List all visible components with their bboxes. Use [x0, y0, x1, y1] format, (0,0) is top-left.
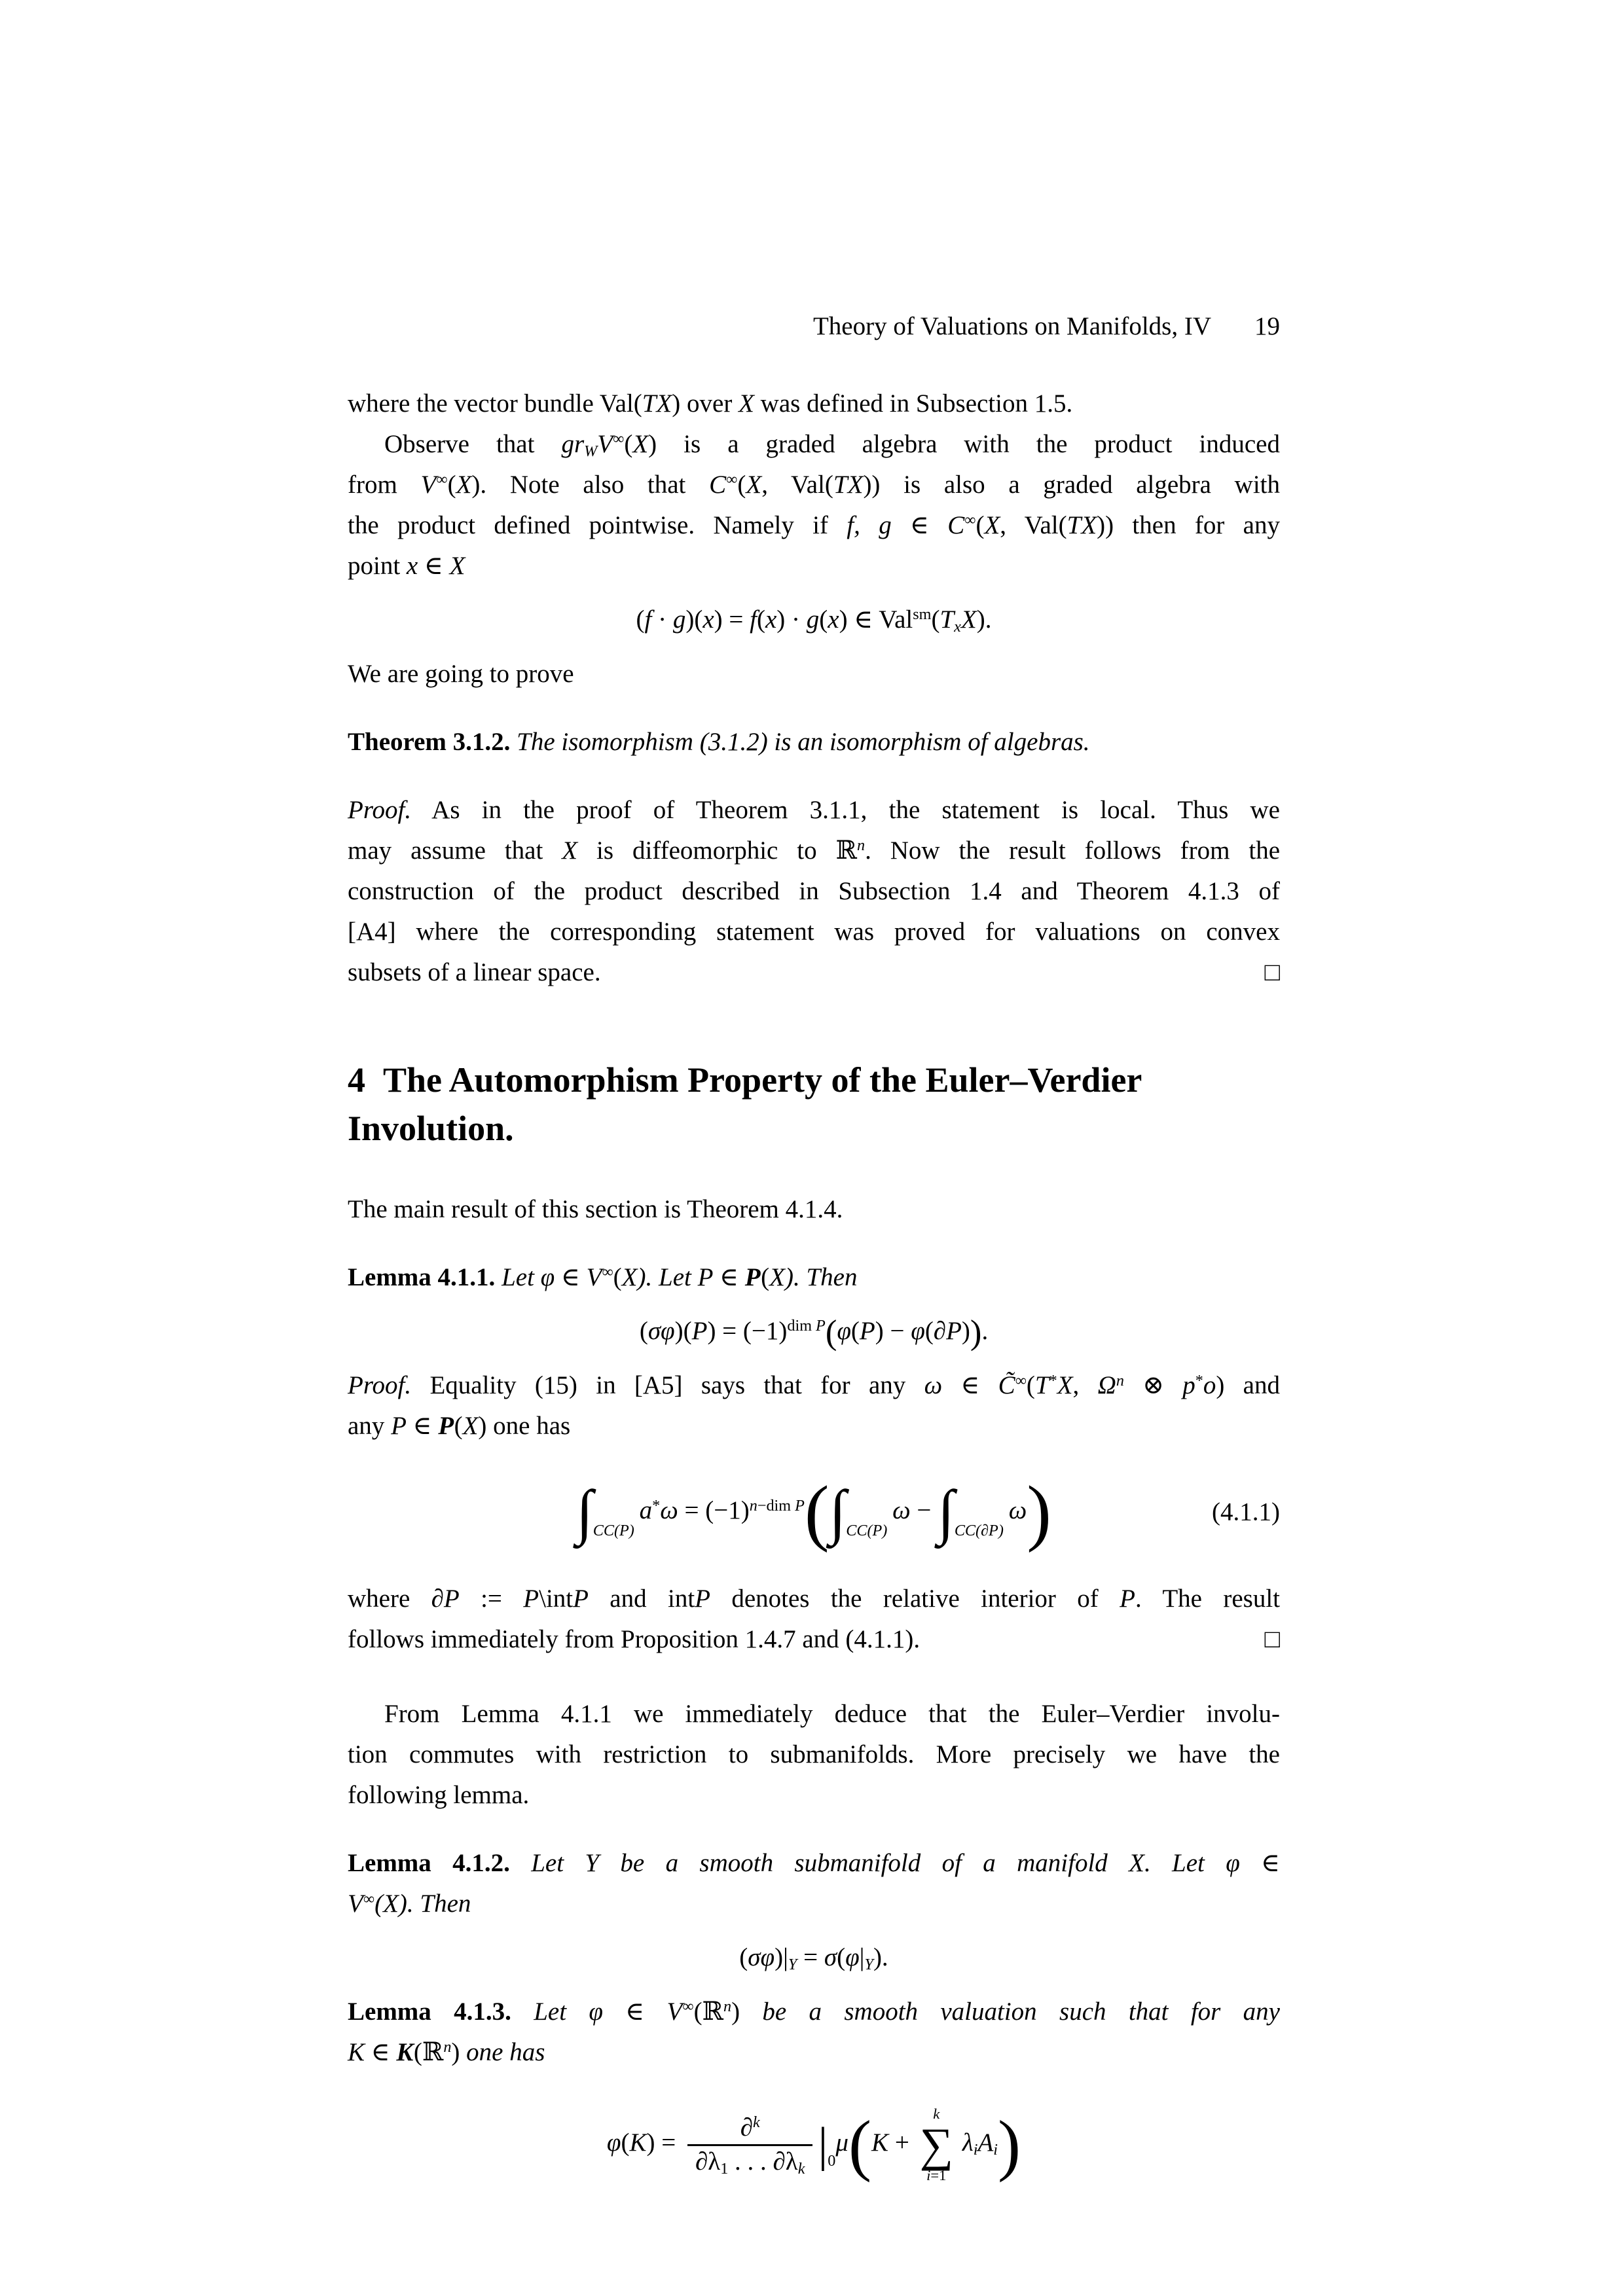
text-line: The main result of this section is Theorem 4.1.4. [348, 1194, 843, 1223]
text-line: construction of the product described in Subsection 1.4 and Theorem 4.1.3 of [348, 876, 1280, 905]
text-line: from V∞(X). Note also that C∞(X, Val(TX)) is also a graded algebra with [348, 471, 1280, 499]
text-line: Lemma 4.1.3. Let φ ∈ V∞(ℝ$^n$) be a smooth valuation such that for any [348, 1997, 1280, 2026]
qed-box: □ [1264, 1625, 1280, 1654]
section-heading-4 [348, 1056, 1280, 1153]
qed-box: □ [1264, 958, 1280, 986]
lemma-4-1-2 [348, 1843, 1280, 1924]
equation-tag: (4.1.1) [1212, 1498, 1280, 1526]
text-line: Proof. Equality (15) in [A5] says that for any ω ∈ C̃∞(T*X, $\Omega^n$ ⊗ p*o) and [348, 1371, 1280, 1400]
text-line: Lemma 4.1.2. Let Y be a smooth submanifold of a manifold X. Let φ ∈ [348, 1849, 1280, 1878]
text-line: From Lemma 4.1.1 we immediately deduce that the Euler–Verdier involu- [384, 1700, 1280, 1729]
lemma-4-1-3 [348, 1992, 1280, 2073]
proof-lemma-4-1-1 [348, 1365, 1280, 1446]
lemma-4-1-1 [348, 1257, 1280, 1298]
text-line: Lemma 4.1.1. Let φ ∈ V∞(X). Let P ∈ P(X). Then [348, 1263, 858, 1291]
text-line: Theorem 3.1.2. The isomorphism (3.1.2) is an isomorphism of algebras. [348, 727, 1090, 756]
paragraph-from-lemma-411 [348, 1694, 1280, 1816]
theorem-3-1-2 [348, 722, 1280, 762]
text-line: We are going to prove [348, 659, 574, 688]
text-line: V∞(X). Then [348, 1890, 471, 1918]
text-line: □ subsets of a linear space. [348, 952, 1280, 993]
text-line: where ∂P := P\intP and intP denotes the relative interior of P. The result [348, 1585, 1280, 1613]
equation-4-1-1 [348, 1473, 1280, 1552]
page-number: 19 [1254, 312, 1280, 340]
text-line: any P ∈ P(X) one has [348, 1412, 571, 1441]
paragraph-observe-graded-algebra [348, 424, 1280, 586]
paragraph-where-boundary [348, 1579, 1280, 1660]
section-heading-line-2: Involution. [348, 1108, 514, 1148]
running-title: Theory of Valuations on Manifolds, IV [812, 312, 1211, 340]
equation-restriction: (σφ)|Y = σ(φ|Y). [739, 1943, 888, 1974]
text-line: K ∈ K(ℝ$^n$) one has [348, 2037, 545, 2066]
text-block [348, 306, 1280, 2217]
text-line: tion commutes with restriction to submanifolds. More precisely we have the [348, 1740, 1280, 1769]
text-line: Observe that grWV∞(X) is a graded algebra with the product induced [384, 430, 1280, 461]
text-line: where the vector bundle Val(TX) over X was defined in Subsection 1.5. [348, 389, 1073, 418]
equation-sigma-phi: $(\sigma\varphi)(P) = (-1)^{dim}$ $^P$(φ(P) − φ(∂P)). [639, 1314, 989, 1352]
equation-product-pointwise: (f · g)(x) = f(x) · g(x) ∈ Val$^{sm}$(TxX). [636, 605, 992, 636]
text-line: □ follows immediately from Proposition 1.4.7 and (4.1.1). [348, 1619, 1280, 1660]
equation-4-1-1-body: $\int_{CC(P)}$ $a^*\omega = (-1)^{n-dim}$ $^P(\int_{CC(P)}$ $\omega - \int_{CC(\partial P)}$ ω) [576, 1471, 1051, 1554]
sum-operator: k ∑ i=1 [919, 2105, 953, 2184]
text-line: following lemma. [348, 1781, 530, 1810]
paragraph-where-vector-bundle [348, 384, 1280, 424]
text-line: point x ∈ X [348, 552, 465, 580]
paragraph-main-result [348, 1189, 1280, 1230]
text-line: [A4] where the corresponding statement was proved for valuations on convex [348, 917, 1280, 946]
proof-theorem-3-1-2 [348, 790, 1280, 993]
page-header [348, 306, 1280, 347]
equation-phi-K: φ(K) = $\frac{\partial^k}{\partial\lambda 1 . . . \partial\lambda k}$ $|_0\mu(K$ + k ∑ i=1 λiAi) [606, 2105, 1021, 2184]
section-heading-line-1: 4 The Automorphism Property of the Euler–Verdier [348, 1060, 1142, 1100]
text-line: Proof. As in the proof of Theorem 3.1.1, the statement is local. Thus we [348, 795, 1280, 824]
text-line: the product defined pointwise. Namely if f, g ∈ C∞(X, Val(TX)) then for any [348, 511, 1280, 539]
text-line: may assume that X is diffeomorphic to ℝ$^n$. Now the result follows from the [348, 836, 1280, 865]
fraction: $\frac{\partial^k}{\partial\lambda 1 . . . \partial\lambda k}$ [687, 2112, 812, 2178]
paragraph-we-are-going-to-prove [348, 654, 1280, 694]
